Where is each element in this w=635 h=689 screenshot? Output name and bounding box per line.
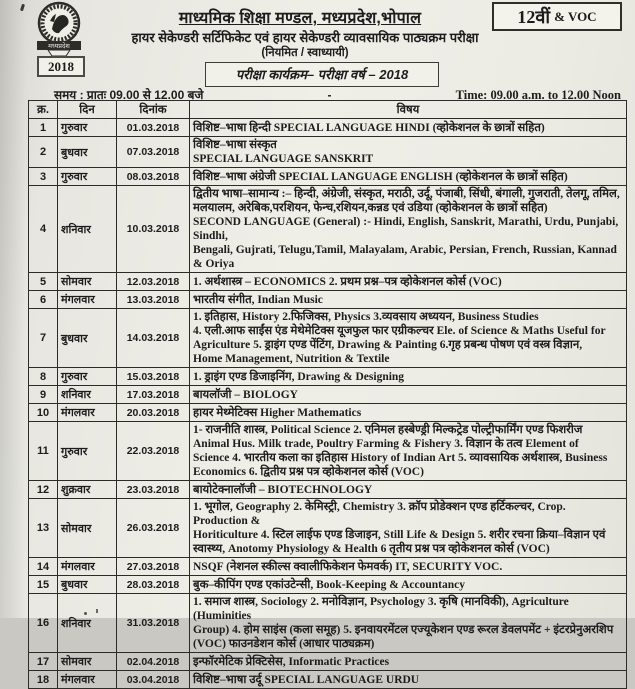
date-cell: 08.03.2018 (117, 168, 190, 186)
table-row (29, 186, 627, 273)
day-cell: शनिवार (58, 186, 117, 273)
serial-cell: 11 (29, 422, 58, 481)
serial-cell: 16 (29, 594, 58, 653)
subject-line: 1. अर्थशास्त्र – ECONOMICS 2. प्रथम प्रश्न–पत्र व्होकेशनल कोर्स (VOC) (193, 275, 502, 288)
day-cell: शुक्रवार (58, 481, 117, 499)
subject-cell (190, 137, 627, 168)
day-cell: मंगलवार (58, 404, 117, 422)
table-row (29, 119, 627, 137)
subject-line: बायलॉजी – BIOLOGY (193, 388, 298, 401)
date-cell: 31.03.2018 (117, 594, 190, 653)
subject-line: 1- राजनीति शास्त्र, Political Science 2. एनिमल हस्बेण्ड्री मिल्कट्रेड पोल्ट्रीफार्मिंग एण्ड फिशरीज (193, 424, 583, 436)
serial-cell: 14 (29, 558, 58, 576)
table-row (29, 422, 627, 481)
subject-line: Science 4. भारतीय कला का इतिहास History of Indian Art 5. व्यावसायिक अर्थशास्त्र, Business (193, 452, 608, 464)
subject-cell (190, 404, 627, 422)
subject-line: विशिष्ट–भाषा अंग्रेजी SPECIAL LANGUAGE ENGLISH (व्होकेशनल के छात्रों सहित) (193, 170, 568, 183)
subject-cell (190, 368, 627, 386)
column-header-0: क्र. (29, 101, 58, 119)
subject-line: SECOND LANGUAGE (General) :- Hindi, English, Sanskrit, Marathi, Urdu, Punjabi, Sindhi, (193, 216, 619, 242)
day-cell: सोमवार (58, 653, 117, 671)
subject-cell (190, 309, 627, 368)
serial-cell: 12 (29, 481, 58, 499)
subject-cell (190, 558, 627, 576)
serial-cell: 13 (29, 499, 58, 558)
subject-cell (190, 386, 627, 404)
day-cell: सोमवार (58, 499, 117, 558)
time-separator: - (327, 88, 332, 102)
serial-cell: 17 (29, 653, 58, 671)
subject-line: स्वास्थ्य, Anotomy Physiology & Health 6 तृतीय प्रश्न पत्र व्होकेशनल कोर्स (VOC) (193, 543, 550, 555)
subject-line: विशिष्ट–भाषा संस्कृत (193, 139, 277, 151)
subject-cell (190, 291, 627, 309)
table-row (29, 653, 627, 671)
date-cell: 26.03.2018 (117, 499, 190, 558)
table-row (29, 481, 627, 499)
subject-cell (190, 481, 627, 499)
scan-speck (96, 609, 98, 613)
day-cell: बुधवार (58, 309, 117, 368)
date-cell: 14.03.2018 (117, 309, 190, 368)
exam-time-english: Time: 09.00 a.m. to 12.00 Noon (455, 88, 621, 102)
subject-cell (190, 119, 627, 137)
date-cell: 15.03.2018 (117, 368, 190, 386)
table-row (29, 576, 627, 594)
column-header-2: दिनांक (117, 101, 190, 119)
date-cell: 28.03.2018 (117, 576, 190, 594)
day-cell: गुरुवार (58, 368, 117, 386)
exam-schedule-table (28, 100, 627, 689)
day-cell: मंगलवार (58, 291, 117, 309)
day-cell: शनिवार (58, 594, 117, 653)
table-row (29, 291, 627, 309)
table-row (29, 168, 627, 186)
org-name-title: माध्यमिक शिक्षा मण्डल, मध्यप्रदेश,भोपाल (178, 10, 422, 27)
subject-cell (190, 273, 627, 291)
day-cell: गुरुवार (58, 422, 117, 481)
subject-line: Home Management, Nutrition & Textile (193, 353, 390, 365)
serial-cell: 2 (29, 137, 58, 168)
table-row (29, 368, 627, 386)
date-cell: 17.03.2018 (117, 386, 190, 404)
day-cell: गुरुवार (58, 168, 117, 186)
subject-cell (190, 594, 627, 653)
subject-line: भारतीय संगीत, Indian Music (193, 293, 323, 306)
serial-cell: 8 (29, 368, 58, 386)
subject-cell (190, 186, 627, 273)
subject-line: इन्फॉरमेटिक प्रेक्टिसेस, Informatic Practices (193, 655, 390, 668)
table-row (29, 558, 627, 576)
subject-cell (190, 576, 627, 594)
exam-time-hindi: समय : प्रातः 09.00 से 12.00 बजे (54, 88, 204, 102)
column-header-3: विषय (190, 101, 627, 119)
serial-cell: 7 (29, 309, 58, 368)
class-badge-number: 12वीं (517, 6, 551, 27)
class-badge-suffix: & VOC (554, 8, 597, 24)
table-row (29, 386, 627, 404)
serial-cell: 5 (29, 273, 58, 291)
table-header-row (29, 101, 627, 119)
day-cell: मंगलवार (58, 671, 117, 689)
table-row (29, 671, 627, 689)
program-year-box: परीक्षा कार्यक्रम– परीक्षा वर्ष – 2018 (205, 62, 439, 87)
subject-line: 1. भूगोल, Geography 2. केमिस्ट्री, Chemistry 3. क्रॉप प्रोडेक्शन एण्ड हर्टिकल्चर, Crop. Production & (193, 501, 566, 527)
serial-cell: 9 (29, 386, 58, 404)
date-cell: 07.03.2018 (117, 137, 190, 168)
subject-line: Economics 6. द्वितीय प्रश्न पत्र व्होकेशनल कोर्स (VOC) (193, 466, 424, 478)
day-cell: सोमवार (58, 273, 117, 291)
date-cell: 20.03.2018 (117, 404, 190, 422)
subject-line: द्वितीय भाषा–सामान्य :– हिन्दी, अंग्रेजी, संस्कृत, मराठी, उर्दू, पंजाबी, सिंधी, बंगाली, गुजराती, तेलगू, तमिल, (193, 188, 620, 200)
subject-line: हायर मेथ्मेटिक्स Higher Mathematics (193, 406, 362, 419)
subject-line: मलयालम, अरेबिक,परशियन, फेन्च,रशियन,कन्नड एवं उडिया (व्होकेशनल के छात्रों सहित) (193, 202, 548, 214)
subject-line: NSQF (नेशनल स्कील्स क्वालीफिकेशन फेमवर्क) IT, SECURITY VOC. (193, 560, 503, 573)
subject-line: बायोटेक्नालॉजी – BIOTECHNOLOGY (193, 483, 373, 496)
table-row (29, 273, 627, 291)
table-row (29, 594, 627, 653)
column-header-1: दिन (58, 101, 117, 119)
date-cell: 13.03.2018 (117, 291, 190, 309)
table-row (29, 137, 627, 168)
serial-cell: 18 (29, 671, 58, 689)
subject-line: Bengali, Gujrati, Telugu,Tamil, Malayalam, Arabic, Persian, French, Russian, Kannad & Oriya (193, 244, 617, 270)
subject-line: Agriculture 5. ड्राइंग एण्ड पेंटिंग, Drawing & Painting 6.गृह प्रबन्ध पोषण एवं वस्त्र विज्ञान, (193, 339, 583, 351)
day-cell: मंगलवार (58, 558, 117, 576)
date-cell: 27.03.2018 (117, 558, 190, 576)
subject-line: 1. समाज शास्त्र, Sociology 2. मनोविज्ञान, Psychology 3. कृषि (मानविकी), Agriculture (Huminities (193, 596, 569, 622)
subject-line: (VOC) फाउनडेशन कोर्स (आधार पाठ्यक्रम) (193, 638, 375, 650)
date-cell: 23.03.2018 (117, 481, 190, 499)
exam-mode-line: (नियमित / स्वाध्यायी) (261, 47, 349, 59)
serial-cell: 3 (29, 168, 58, 186)
subject-line: Horiticulture 4. स्टिल लाईफ एण्ड डिजाइन, Still Life & Design 5. शरीर रचना क्रिया–विज्ञान एवं (193, 529, 606, 541)
table-row (29, 499, 627, 558)
day-cell: बुधवार (58, 576, 117, 594)
table-row (29, 404, 627, 422)
day-cell: गुरुवार (58, 119, 117, 137)
subject-line: विशिष्ट–भाषा उर्दू SPECIAL LANGUAGE URDU (193, 673, 420, 686)
serial-cell: 15 (29, 576, 58, 594)
subject-line: SPECIAL LANGUAGE SANSKRIT (193, 153, 374, 165)
subject-cell (190, 168, 627, 186)
day-cell: शनिवार (58, 386, 117, 404)
subject-line: बुक–कीपिंग एण्ड एकांउटेन्सी, Book-Keeping & Accountancy (193, 578, 466, 591)
subject-cell (190, 653, 627, 671)
scan-edge-shadow (0, 0, 26, 618)
serial-cell: 4 (29, 186, 58, 273)
subject-line: विशिष्ट–भाषा हिन्दी SPECIAL LANGUAGE HINDI (व्होकेशनल के छात्रों सहित) (193, 121, 545, 134)
serial-cell: 6 (29, 291, 58, 309)
subject-line: Animal Hus. Milk trade, Poultry Farming & Fishery 3. विज्ञान के तत्व Element of (193, 438, 579, 450)
subject-line: 4. एली.आफ साईंस एंड मेथेमेटिक्स यूजफुल फार एग्रीकल्चर Ele. of Science & Maths Useful for (193, 325, 606, 337)
subject-line: 1. इतिहास, History 2.फिजिक्स, Physics 3.व्यवसाय अध्ययन, Business Studies (193, 311, 539, 323)
scan-speck (84, 612, 87, 615)
seal-banner-text: मध्यप्रदेश (48, 43, 70, 50)
subject-line: 1. ड्राइंग एण्ड डिजाइनिंग, Drawing & Designing (193, 370, 405, 383)
date-cell: 10.03.2018 (117, 186, 190, 273)
year-badge: 2018 (37, 56, 85, 77)
date-cell: 03.04.2018 (117, 671, 190, 689)
day-cell: बुधवार (58, 137, 117, 168)
serial-cell: 10 (29, 404, 58, 422)
table-row (29, 309, 627, 368)
serial-cell: 1 (29, 119, 58, 137)
class-badge (492, 2, 622, 31)
date-cell: 02.04.2018 (117, 653, 190, 671)
date-cell: 01.03.2018 (117, 119, 190, 137)
date-cell: 22.03.2018 (117, 422, 190, 481)
subject-cell (190, 499, 627, 558)
exam-title: हायर सेकेण्डरी सर्टिफिकेट एवं हायर सेकेण्डरी व्यावसायिक पाठ्यक्रम परीक्षा (131, 30, 479, 45)
subject-line: Group) 4. होम साइंस (कला समूह) 5. इनवायरमेंटल एज्यूकेशन एण्ड रूरल डेवलपमेंट + इंटरप्रेनुअरशिप (193, 624, 614, 636)
subject-cell (190, 422, 627, 481)
date-cell: 12.03.2018 (117, 273, 190, 291)
subject-cell (190, 671, 627, 689)
